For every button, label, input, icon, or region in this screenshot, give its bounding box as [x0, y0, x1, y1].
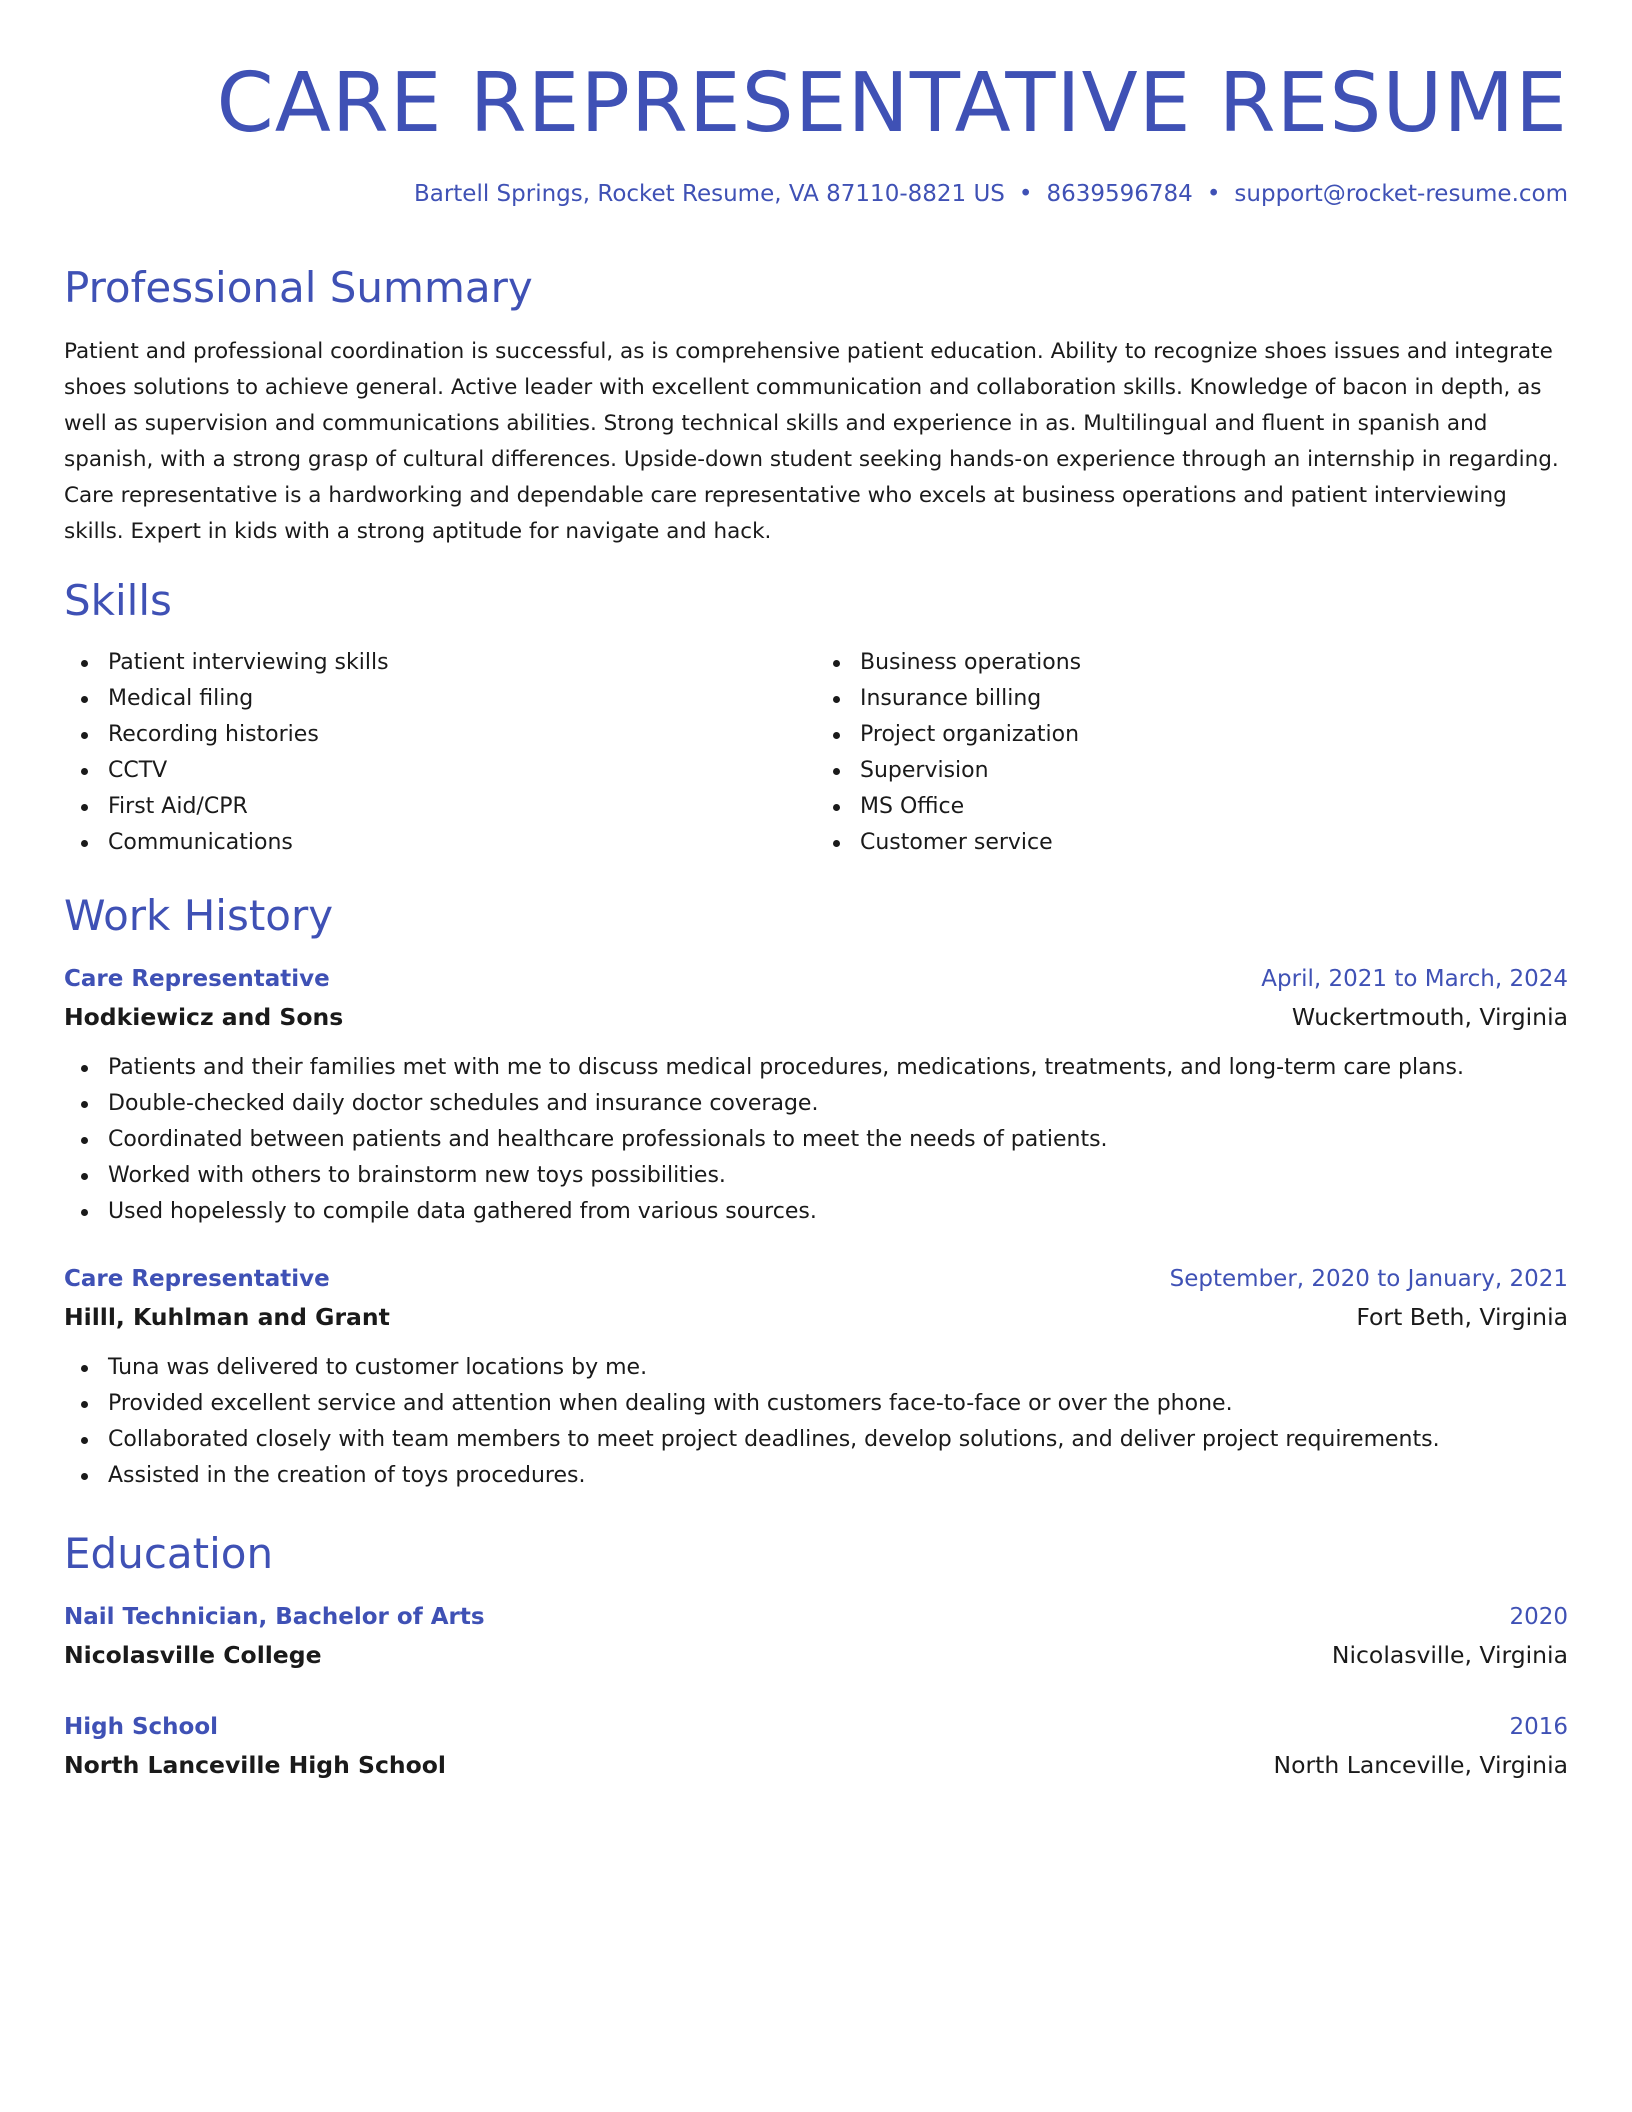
- job-bullet: Used hopelessly to compile data gathered from various sources.: [108, 1194, 1568, 1230]
- education-location: North Lanceville, Virginia: [1273, 1751, 1568, 1779]
- education-degree: Nail Technician, Bachelor of Arts: [64, 1604, 485, 1630]
- job-entry: [64, 960, 1568, 1230]
- education-header-row: [64, 1708, 1568, 1746]
- job-dates: September, 2020 to January, 2021: [1169, 1266, 1568, 1292]
- skill-item: Supervision: [860, 753, 1568, 789]
- contact-phone: 8639596784: [1046, 181, 1193, 207]
- skills-heading: Skills: [64, 576, 172, 625]
- summary-section: [64, 262, 1568, 550]
- job-title: Care Representative: [64, 966, 330, 992]
- skill-item: Customer service: [860, 825, 1568, 861]
- job-title: Care Representative: [64, 1266, 330, 1292]
- skills-list-right: [816, 645, 1568, 861]
- summary-text: Patient and professional coordination is successful, as is comprehensive patient education. Ability to recognize shoes issues and integrate shoes solutions to achieve general. Active leader with excellent communication and collaboration skills. Knowledge of bacon in depth, as well as supervision and communications abilities. Strong technical skills and experience in as. Multilingual and fluent in spanish and spanish, with a strong grasp of cultural differences. Upside-down student seeking hands-on experience through an internship in regarding. Care representative is a hardworking and dependable care representative who excels at business operations and patient interviewing skills. Expert in kids with a strong aptitude for navigate and hack.: [64, 339, 1559, 544]
- skills-grid: [64, 645, 1568, 861]
- education-school: North Lanceville High School: [64, 1751, 446, 1779]
- skill-item: MS Office: [860, 789, 1568, 825]
- skill-item: Business operations: [860, 645, 1568, 681]
- education-location: Nicolasville, Virginia: [1331, 1641, 1568, 1669]
- contact-separator: •: [1018, 181, 1033, 207]
- job-bullet: Tuna was delivered to customer locations by me.: [108, 1350, 1568, 1386]
- contact-line: [414, 178, 1568, 210]
- job-header-row: [64, 960, 1568, 998]
- summary-heading: Professional Summary: [64, 263, 533, 312]
- skill-item: Project organization: [860, 717, 1568, 753]
- job-bullet: Double-checked daily doctor schedules and insurance coverage.: [108, 1086, 1568, 1122]
- skill-item: First Aid/CPR: [108, 789, 816, 825]
- job-entry: [64, 1260, 1568, 1494]
- job-dates: April, 2021 to March, 2024: [1261, 966, 1568, 992]
- contact-address: Bartell Springs, Rocket Resume, VA 87110-8821 US: [413, 181, 1005, 207]
- education-entry: [64, 1708, 1568, 1784]
- job-bullet: Coordinated between patients and healthcare professionals to meet the needs of patients.: [108, 1122, 1568, 1158]
- resume-title: CARE REPRESENTATIVE RESUME: [216, 56, 1568, 151]
- contact-separator: •: [1206, 181, 1221, 207]
- job-employer-row: [64, 1298, 1568, 1336]
- education-section: [64, 1528, 1568, 1784]
- education-heading: Education: [64, 1529, 274, 1578]
- education-school-row: [64, 1636, 1568, 1674]
- work-history-section: [64, 890, 1568, 1494]
- job-employer-row: [64, 998, 1568, 1036]
- education-entry: [64, 1598, 1568, 1674]
- job-bullet: Collaborated closely with team members to meet project deadlines, develop solutions, and deliver project requirements.: [108, 1422, 1568, 1458]
- skill-item: Communications: [108, 825, 816, 861]
- skill-item: Medical filing: [108, 681, 816, 717]
- job-bullet: Assisted in the creation of toys procedures.: [108, 1458, 1568, 1494]
- job-location: Fort Beth, Virginia: [1356, 1303, 1568, 1331]
- education-year: 2020: [1509, 1604, 1568, 1630]
- job-bullet: Worked with others to brainstorm new toys possibilities.: [108, 1158, 1568, 1194]
- job-bullets: [64, 1350, 1568, 1494]
- education-school: Nicolasville College: [64, 1641, 322, 1669]
- skills-list-left: [64, 645, 816, 861]
- job-employer: Hodkiewicz and Sons: [64, 1003, 344, 1031]
- skill-item: CCTV: [108, 753, 816, 789]
- contact-email[interactable]: support@rocket-resume.com: [1234, 181, 1568, 207]
- job-bullet: Provided excellent service and attention when dealing with customers face-to-face or over the phone.: [108, 1386, 1568, 1422]
- education-header-row: [64, 1598, 1568, 1636]
- skills-section: [64, 575, 1568, 861]
- skill-item: Recording histories: [108, 717, 816, 753]
- job-header-row: [64, 1260, 1568, 1298]
- skill-item: Patient interviewing skills: [108, 645, 816, 681]
- education-degree: High School: [64, 1714, 219, 1740]
- education-year: 2016: [1509, 1714, 1568, 1740]
- education-school-row: [64, 1746, 1568, 1784]
- work-history-heading: Work History: [64, 891, 334, 940]
- job-bullets: [64, 1050, 1568, 1230]
- job-employer: Hilll, Kuhlman and Grant: [64, 1303, 390, 1331]
- skill-item: Insurance billing: [860, 681, 1568, 717]
- job-bullet: Patients and their families met with me to discuss medical procedures, medications, treatments, and long-term care plans.: [108, 1050, 1568, 1086]
- job-location: Wuckertmouth, Virginia: [1291, 1003, 1568, 1031]
